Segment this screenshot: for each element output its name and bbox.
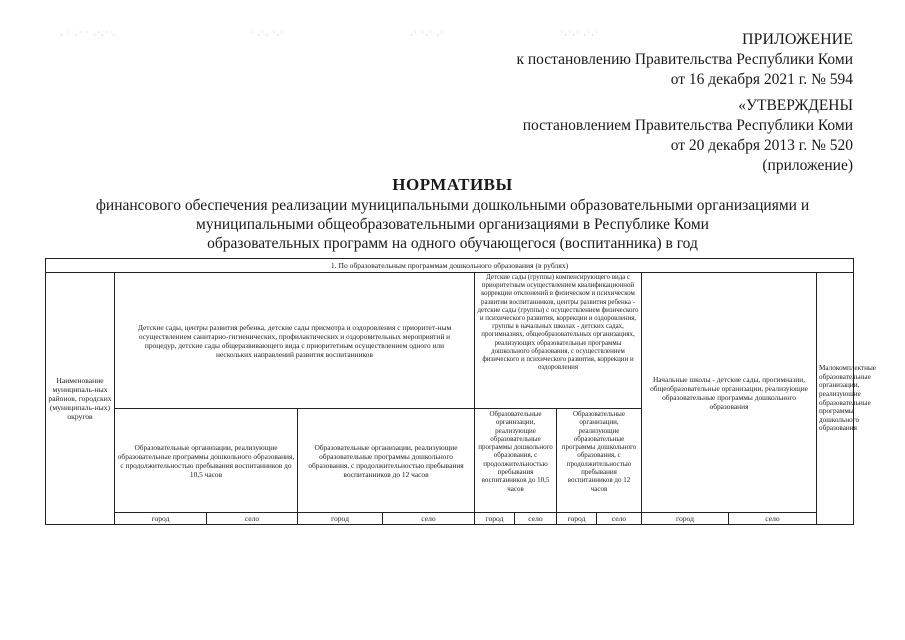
approved-resolution: постановлением Правительства Республики Коми xyxy=(522,117,853,134)
col-city: город xyxy=(557,513,597,525)
col-city: город xyxy=(642,513,729,525)
group-primary: Начальные школы - детские сады, прогимназии, общеобразовательные организации, реализующие образовательные программы дошкольного образования xyxy=(642,273,817,513)
title-heading: НОРМАТИВЫ xyxy=(392,175,513,194)
approved-date: от 20 декабря 2013 г. № 520 xyxy=(670,137,853,154)
col-municipal: Наименование муниципаль-ных районов, городских (муниципаль-ных) округов xyxy=(46,273,115,525)
annex-resolution: к постановлению Правительства Республики Коми xyxy=(516,51,853,68)
scan-noise: ˙ ·˙· ˙·˙ xyxy=(250,30,285,40)
section-header: 1. По образовательным программам дошкольного образования (в рублях) xyxy=(46,259,854,273)
scan-noise: ·˙ ˙·˙ ·˙ xyxy=(410,30,445,40)
col-village: село xyxy=(515,513,557,525)
norms-table xyxy=(45,258,876,525)
col-village: село xyxy=(729,513,817,525)
group-compensating: Детские сады (группы) компенсирующего вида с приоритетным осуществлением квалификационной коррекции отклонений в физическом и психическом развитии воспитанников, центры развития ребенка - детские сады (группы) с осуществлением физического и психического развития, коррекции и оздоровления, группы в начальных школах - детских садах, прогимназиях, общеобразовательных организациях, реализующих образовательные программы дошкольного образования, с осуществлением физического и психического развития, коррекции и оздоровления xyxy=(475,273,642,409)
sub-comp-10-5: Образовательные организации, реализующие образовательные программы дошкольного образования, с продолжительностью пребывания воспитанников до 10,5 часов xyxy=(475,409,557,513)
col-small: Малокомплектные образовательные организации, реализующие образовательные программы дошкольного образования xyxy=(817,273,854,525)
annex-label: ПРИЛОЖЕНИЕ xyxy=(741,31,853,48)
approved-note: (приложение) xyxy=(762,157,853,174)
title-line-2: муниципальными общеобразовательными организациями в Республике Коми xyxy=(196,216,709,233)
approved-block xyxy=(523,96,853,176)
col-city: город xyxy=(115,513,207,525)
col-city: город xyxy=(475,513,515,525)
col-village: село xyxy=(207,513,298,525)
annex-block xyxy=(516,30,853,90)
scan-noise: ˙·˙·˙ ·˙·˙ xyxy=(560,30,600,40)
document-title xyxy=(0,174,905,253)
approved-label: «УТВЕРЖДЕНЫ xyxy=(738,97,853,114)
annex-date: от 16 декабря 2021 г. № 594 xyxy=(670,71,853,88)
sub-general-12: Образовательные организации, реализующие образовательные программы дошкольного образования, с продолжительностью пребывания воспитанников до 12 часов xyxy=(298,409,475,513)
col-city: город xyxy=(298,513,383,525)
title-line-3: образовательных программ на одного обучающегося (воспитанника) в год xyxy=(207,235,698,252)
sub-general-10-5: Образовательные организации, реализующие образовательные программы дошкольного образования, с продолжительностью пребывания воспитанников до 10,5 часов xyxy=(115,409,298,513)
sub-comp-12: Образовательные организации, реализующие образовательные программы дошкольного образования, с продолжительностью пребывания воспитанников до 12 часов xyxy=(557,409,642,513)
col-village: село xyxy=(597,513,642,525)
group-general: Детские сады, центры развития ребенка, детские сады присмотра и оздоровления с приоритет-ным осуществлением санитарно-гигиенических, профилактических и оздоровительных мероприятий и процедур, детские сады общеразвивающего вида с приоритетным осуществлением одного или нескольких направлений развития воспитанников xyxy=(115,273,475,409)
title-line-1: финансового обеспечения реализации муниципальными дошкольными образовательными организациями и xyxy=(95,197,810,214)
col-village: село xyxy=(383,513,475,525)
scan-noise: · ˙ ·˙ ˙ ·˙·˙ · xyxy=(60,30,117,40)
